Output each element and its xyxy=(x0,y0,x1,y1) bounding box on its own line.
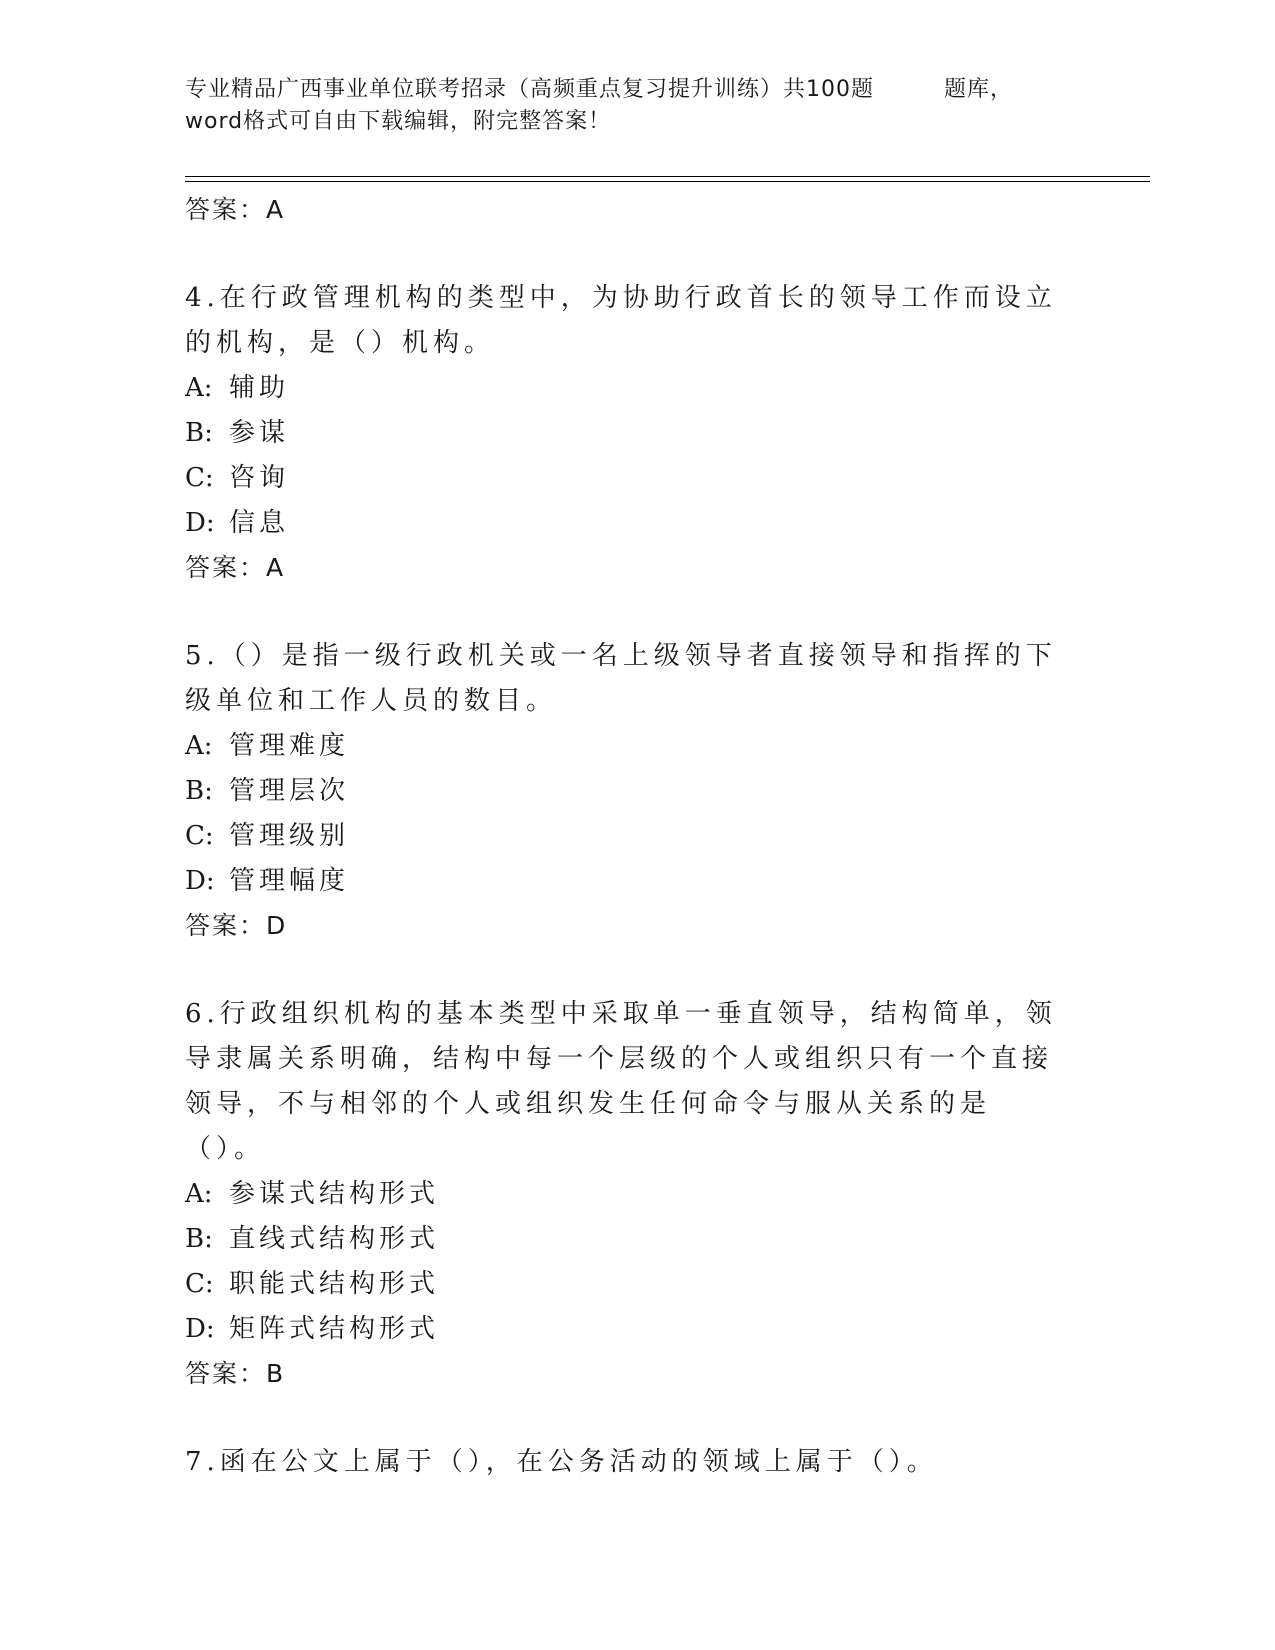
option-text: 直线式结构形式 xyxy=(229,1224,440,1254)
option-text: 管理难度 xyxy=(229,731,350,761)
option-letter: C: xyxy=(185,463,214,493)
header-title: 专业精品广西事业单位联考招录（高频重点复习提升训练）共100题 xyxy=(185,77,874,102)
header-line-1 xyxy=(185,74,1085,106)
header-line-2: word格式可自由下载编辑，附完整答案！ xyxy=(185,109,612,134)
option-text: 参谋式结构形式 xyxy=(229,1179,440,1209)
document-body xyxy=(185,188,1065,1485)
option-letter: B: xyxy=(185,418,213,448)
option-a xyxy=(185,724,1065,769)
option-text: 管理级别 xyxy=(229,821,350,851)
page-header xyxy=(185,74,1085,138)
option-letter: A: xyxy=(185,731,213,761)
question-5 xyxy=(185,634,1065,948)
question-7 xyxy=(185,1440,1065,1485)
option-d xyxy=(185,501,1065,546)
option-c xyxy=(185,1262,1065,1307)
option-letter: D: xyxy=(185,508,215,538)
option-text: 管理层次 xyxy=(229,776,350,806)
option-text: 信息 xyxy=(229,508,290,538)
option-c xyxy=(185,814,1065,859)
option-letter: C: xyxy=(185,1269,214,1299)
option-letter: C: xyxy=(185,821,214,851)
option-text: 咨询 xyxy=(229,463,290,493)
header-title-suffix: 题库， xyxy=(944,77,1014,102)
option-letter: B: xyxy=(185,776,213,806)
header-divider-top xyxy=(185,176,1150,177)
question-6 xyxy=(185,992,1065,1396)
option-letter: B: xyxy=(185,1224,213,1254)
answer-line: 答案：B xyxy=(185,1359,286,1388)
answer-line: 答案：D xyxy=(185,911,288,940)
option-b xyxy=(185,769,1065,814)
question-text: 4.在行政管理机构的类型中，为协助行政首长的领导工作而设立的机构，是（）机构。 xyxy=(185,283,1057,358)
question-4 xyxy=(185,276,1065,590)
option-letter: D: xyxy=(185,1314,215,1344)
option-a xyxy=(185,366,1065,411)
option-letter: A: xyxy=(185,1179,213,1209)
question-text: 5.（）是指一级行政机关或一名上级领导者直接领导和指挥的下级单位和工作人员的数目。 xyxy=(185,641,1057,716)
option-a xyxy=(185,1172,1065,1217)
option-text: 矩阵式结构形式 xyxy=(229,1314,440,1344)
option-b xyxy=(185,1217,1065,1262)
answer-line: 答案：A xyxy=(185,553,286,582)
question-text: 7.函在公文上属于（），在公务活动的领域上属于（）。 xyxy=(185,1447,938,1477)
question-text: 6.行政组织机构的基本类型中采取单一垂直领导，结构简单，领导隶属关系明确，结构中每一个层级的个人或组织只有一个直接领导，不与相邻的个人或组织发生任何命令与服从关系的是（）。 xyxy=(185,999,1057,1164)
option-letter: A: xyxy=(185,373,213,403)
option-text: 职能式结构形式 xyxy=(229,1269,440,1299)
header-divider-bottom xyxy=(185,181,1150,182)
option-d xyxy=(185,1307,1065,1352)
option-letter: D: xyxy=(185,866,215,896)
answer-line: 答案：A xyxy=(185,195,286,224)
option-text: 参谋 xyxy=(229,418,290,448)
option-b xyxy=(185,411,1065,456)
option-text: 管理幅度 xyxy=(229,866,350,896)
option-text: 辅助 xyxy=(229,373,290,403)
option-d xyxy=(185,859,1065,904)
option-c xyxy=(185,456,1065,501)
